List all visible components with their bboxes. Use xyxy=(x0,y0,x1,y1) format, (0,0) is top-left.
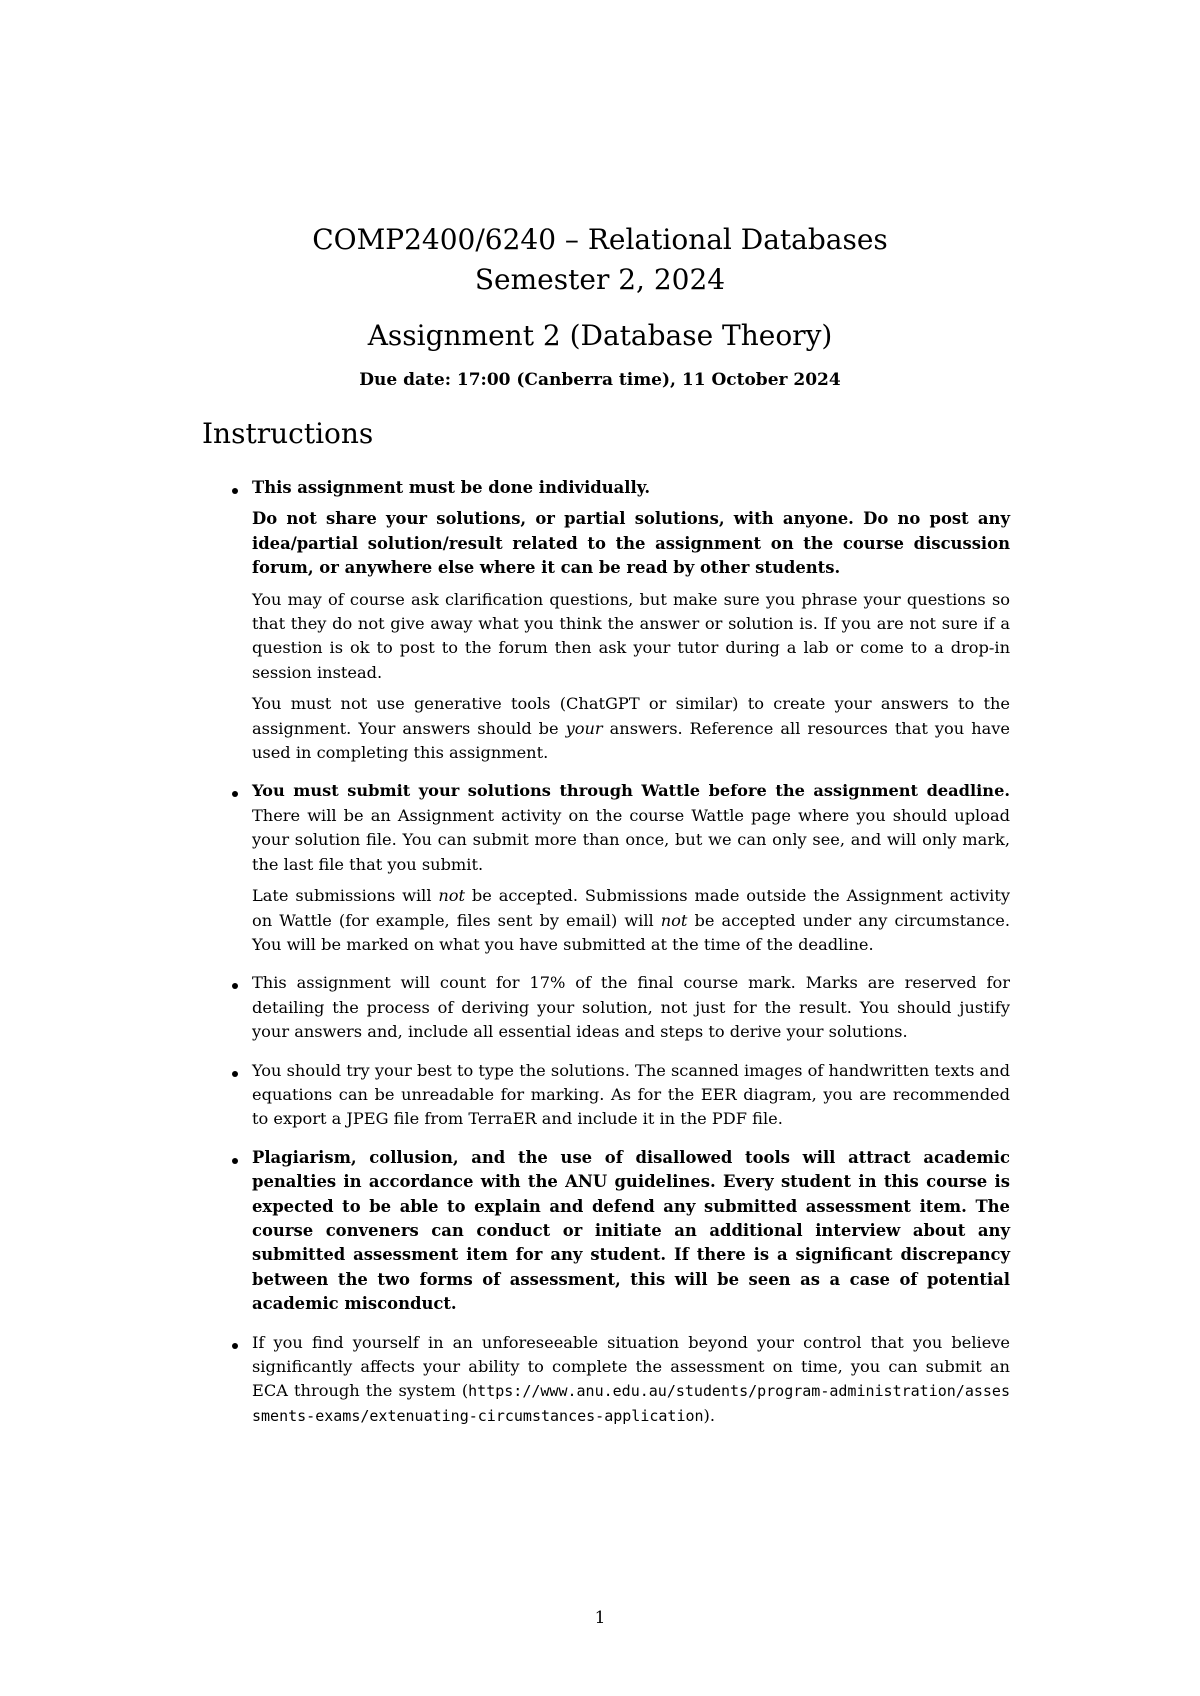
list-item xyxy=(210,1146,1010,1317)
generative-tools-note: You must not use generative tools (ChatGPT or similar) to create your answers to the assignment. Your answers should be your answers. Reference all resources that you have used in completing this assignment. xyxy=(252,694,1011,763)
submission-rule: You must submit your solutions through Wattle before the assignment deadline. xyxy=(252,781,1010,801)
page-number: 1 xyxy=(594,1608,606,1628)
eca-link[interactable]: https://www.anu.edu.au/students/program-administration/assessments-exams/extenuating-circumstances-application xyxy=(252,1382,1010,1425)
individual-work-rule: This assignment must be done individually. xyxy=(252,478,651,497)
assignment-title: Assignment 2 (Database Theory) xyxy=(367,319,833,352)
eca-note: If you find yourself in an unforeseeable situation beyond your control that you believe significantly affects your ability to complete the assessment on time, you can submit an ECA through the system (https://www.anu.edu.au/students/program-administration/assessments-exams/extenuating-circumstances-application). xyxy=(252,1332,1010,1425)
plagiarism-rule: Plagiarism, collusion, and the use of disallowed tools will attract academic penalties in accordance with the ANU guidelines. Every student in this course is expected to be able to explain and defend any submitted assessment item. The course conveners can conduct or initiate an additional interview about any submitted assessment item for any student. If there is a significant discrepancy between the two forms of assessment, this will be seen as a case of potential academic misconduct. xyxy=(252,1147,1010,1314)
bullet-icon xyxy=(232,791,238,797)
due-date: Due date: 17:00 (Canberra time), 11 October 2024 xyxy=(359,370,841,390)
bullet-icon xyxy=(232,1071,238,1077)
bullet-icon xyxy=(232,983,238,989)
late-submission-note: Late submissions will not be accepted. Submissions made outside the Assignment activity on Wattle (for example, files sent by email) will not be accepted under any circumstance. You will be marked on what you have submitted at the time of the deadline. xyxy=(252,886,1010,954)
bullet-icon xyxy=(232,488,238,494)
emphasis: not xyxy=(660,910,688,930)
emphasis: not xyxy=(438,886,466,906)
list-item xyxy=(210,1059,1010,1132)
bullet-icon xyxy=(232,1158,238,1164)
list-item xyxy=(210,971,1010,1044)
list-item xyxy=(210,779,1010,957)
course-title: COMP2400/6240 – Relational Databases xyxy=(312,223,888,256)
list-item xyxy=(210,1331,1010,1429)
marks-note: This assignment will count for 17% of the final course mark. Marks are reserved for detailing the process of deriving your solution, not just for the result. You should justify your answers and, include all essential ideas and steps to derive your solutions. xyxy=(252,973,1010,1042)
emphasis: your xyxy=(565,718,603,738)
instructions-heading: Instructions xyxy=(202,417,374,450)
semester: Semester 2, 2024 xyxy=(474,263,726,296)
instructions-list xyxy=(210,476,1010,1442)
clarification-note: You may of course ask clarification questions, but make sure you phrase your questions so that they do not give away what you think the answer or solution is. If you are not sure if a question is ok to post to the forum then ask your tutor during a lab or come to a drop-in session instead. xyxy=(252,589,1010,682)
no-sharing-rule: Do not share your solutions, or partial solutions, with anyone. Do no post any idea/partial solution/result related to the assignment on the course discussion forum, or anywhere else where it can be read by other students. xyxy=(252,509,1010,578)
submission-note: You must submit your solutions through Wattle before the assignment deadline. There will be an Assignment activity on the course Wattle page where you should upload your solution file. You can submit more than once, but we can only see, and will only mark, the last file that you submit. xyxy=(252,781,1010,874)
list-item xyxy=(210,476,1010,765)
typing-note: You should try your best to type the solutions. The scanned images of handwritten texts and equations can be unreadable for marking. As for the EER diagram, you are recommended to export a JPEG file from TerraER and include it in the PDF file. xyxy=(252,1060,1010,1129)
bullet-icon xyxy=(232,1343,238,1349)
